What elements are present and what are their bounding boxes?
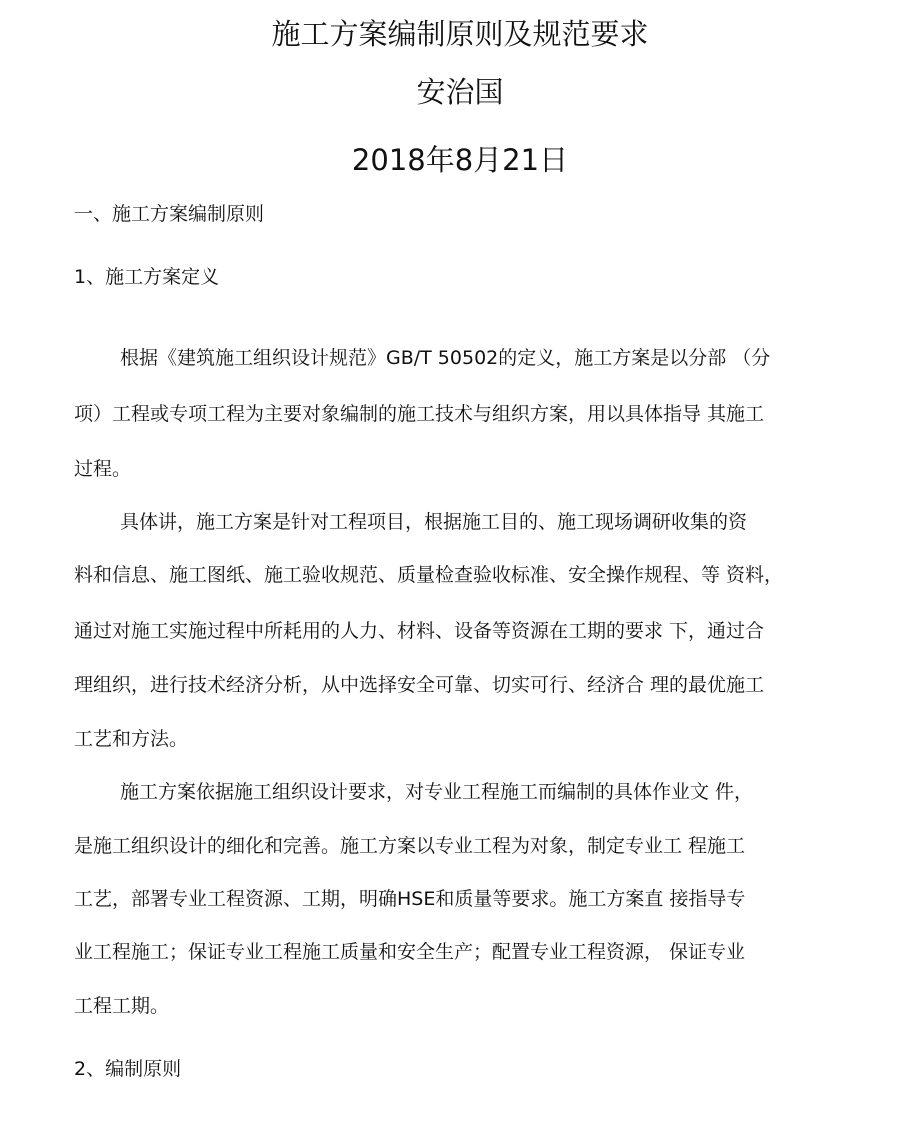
section-heading-1: 一、施工方案编制原则 — [74, 203, 265, 225]
paragraph-line: 项）工程或专项工程为主要对象编制的施工技术与组织方案，用以具体指导 其施工 — [74, 403, 765, 425]
paragraph-line: 施工方案依据施工组织设计要求，对专业工程施工而编制的具体作业文 件， — [120, 781, 754, 803]
paragraph-line: 工艺和方法。 — [74, 728, 189, 750]
document-title: 施工方案编制原则及规范要求 — [271, 17, 649, 51]
document-date: 2018年8月21日 — [351, 143, 569, 177]
paragraph-line: 业工程施工；保证专业工程施工质量和安全生产；配置专业工程资源， 保证专业 — [74, 941, 746, 963]
paragraph-line: 过程。 — [74, 458, 132, 480]
paragraph-line: 根据《建筑施工组织设计规范》GB/T 50502的定义，施工方案是以分部 （分 — [120, 347, 771, 369]
paragraph-line: 是施工组织设计的细化和完善。施工方案以专业工程为对象，制定专业工 程施工 — [74, 835, 746, 857]
paragraph-line: 料和信息、施工图纸、施工验收规范、质量检查验收标准、安全操作规程、等 资料， — [74, 564, 784, 586]
paragraph-line: 工艺，部署专业工程资源、工期，明确HSE和质量等要求。施工方案直 接指导专 — [74, 888, 746, 910]
paragraph-line: 通过对施工实施过程中所耗用的人力、材料、设备等资源在工期的要求 下，通过合 — [74, 620, 765, 642]
paragraph-line: 工程工期。 — [74, 995, 170, 1017]
paragraph-line: 理组织，进行技术经济分析，从中选择安全可靠、切实可行、经济合 理的最优施工 — [74, 674, 765, 696]
paragraph-line: 具体讲，施工方案是针对工程项目，根据施工目的、施工现场调研收集的资 — [120, 511, 748, 533]
subsection-heading-1-1: 1、施工方案定义 — [74, 266, 220, 288]
section-heading-2: 2、编制原则 — [74, 1058, 182, 1080]
document-author: 安治国 — [416, 75, 504, 109]
